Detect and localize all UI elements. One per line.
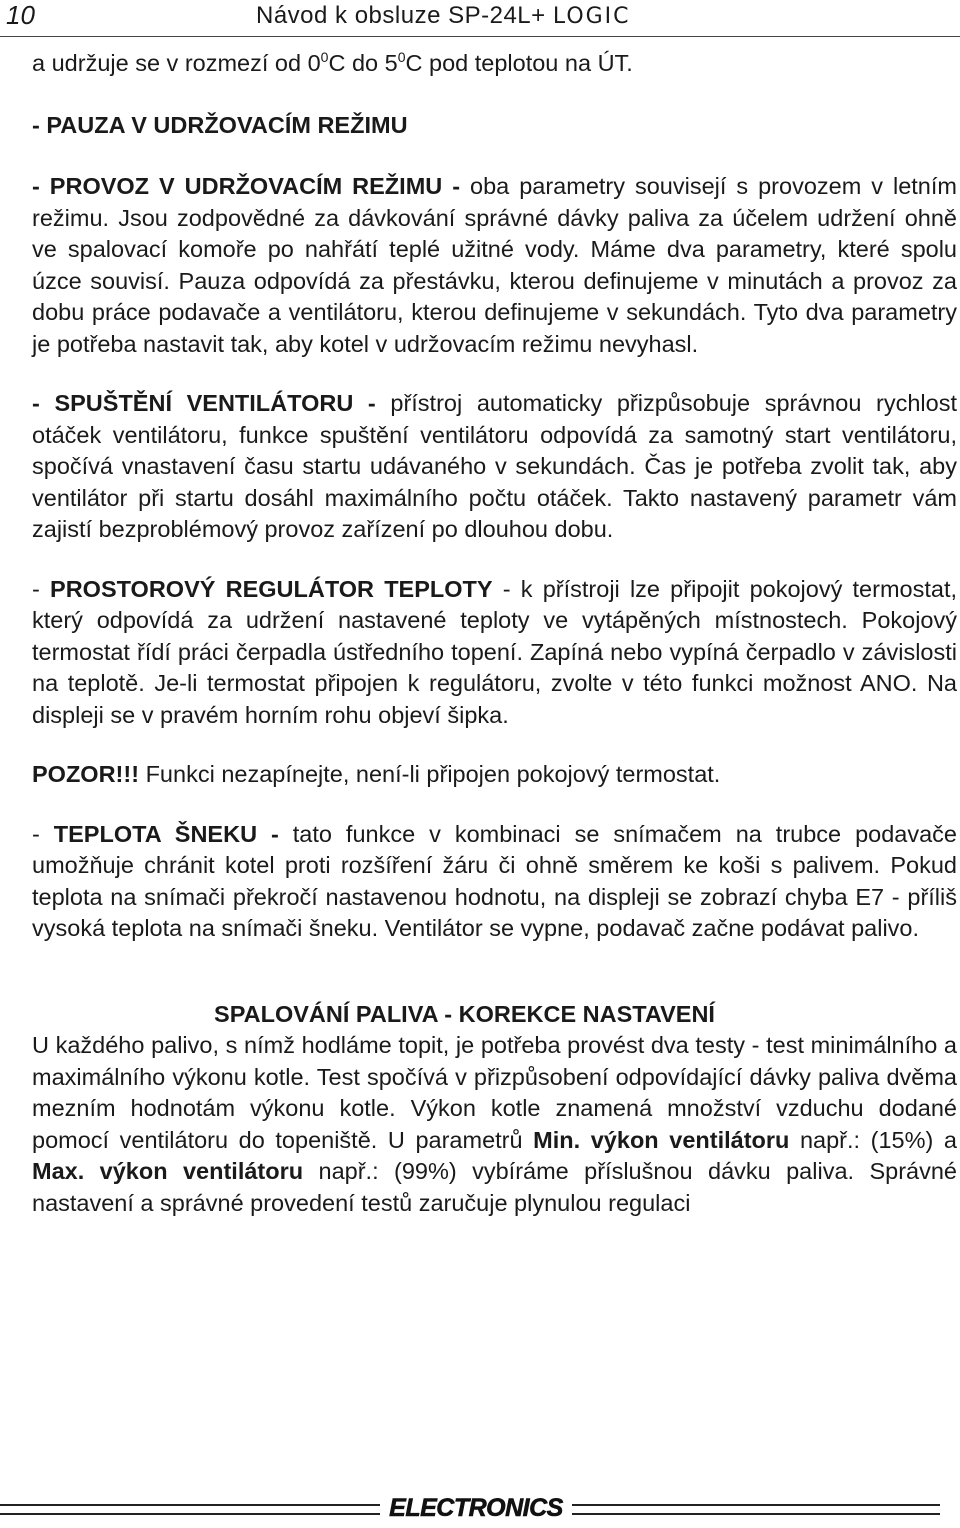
paragraph-spusteni: - SPUŠTĚNÍ VENTILÁTORU - přístroj automaticky přizpůsobuje správnou rychlost otáček ventilátoru, funkce spuštění ventilátoru odpovídá za samotný start ventilátoru, spočívá vnastavení času startu udávaného v sekundách. Čas je potřeba zvolit tak, aby ventilátor při startu dosáhl maximálního počtu otáček. Takto nastavený parametr vám zajistí bezproblémový provoz zařízení po dlouhou dobu. <box>32 390 957 542</box>
heading-pauza: - PAUZA V UDRŽOVACÍM REŽIMU <box>32 111 408 138</box>
paragraph-snek: - TEPLOTA ŠNEKU - tato funkce v kombinaci se snímačem na trubce podavače umožňuje chránit kotel proti rozšíření žáru či ohně směrem ke koši s palivem. Pokud teplota na snímači překročí nastavenou hodnotu, na displeji se zobrazí chyba E7 - příliš vysoká teplota na snímači šneku. Ventilátor se vypne, podavač začne podávat palivo. <box>32 820 957 941</box>
paragraph-regulator: - PROSTOROVÝ REGULÁTOR TEPLOTY - k přístroji lze připojit pokojový termostat, který odpovídá za udržení nastavené teploty ve vytápěných místnostech. Pokojový termostat řídí práci čerpadla ústředního topení. Zapíná nebo vypíná čerpadlo v závislosti na teplotě. Je-li termostat připojen k regulátoru, zvolte v této funkci možnost ANO. Na displeji se v pravém horním rohu objeví šipka. <box>32 575 958 728</box>
header-title-text: Návod k obsluze SP-24L+ <box>256 2 546 29</box>
logic-logo: LOGIC <box>552 4 631 29</box>
page-header-title <box>256 2 631 30</box>
page-number: 10 <box>6 0 35 30</box>
page-body <box>32 48 957 1219</box>
header-rule <box>0 36 960 37</box>
electronics-logo-text: ELECTRONICS <box>389 1494 563 1522</box>
footer-rule-right <box>572 1504 940 1515</box>
paragraph-spalovani: U každého palivo, s nímž hodláme topit, je potřeba provést dva testy - test minimálního a maximálního výkonu kotle. Test spočívá v přizpůsobení odpovídající dávky paliva dvěma mezním hodnotám výkonu kotle. Výkon kotle znamená množství vzduchu dodané pomocí ventilátoru do topeniště. U parametrů Min. výkon ventilátoru např.: (15%) a Max. výkon ventilátoru např.: (99%) vybíráme příslušnou dávku paliva. Správné nastavení a správné provedení testů zaručuje plynulou regulaci <box>32 1032 957 1216</box>
electronics-logo <box>386 1488 566 1526</box>
paragraph-intro: a udržuje se v rozmezí od $0^0C$ do $5^0C$ pod teplotou na ÚT. <box>32 49 633 76</box>
section-title: SPALOVÁNÍ PALIVA - KOREKCE NASTAVENÍ <box>214 1000 715 1027</box>
paragraph-provoz: - PROVOZ V UDRŽOVACÍM REŽIMU - oba parametry souvisejí s provozem v letním režimu. Jsou zodpovědné za dávkování správné dávky paliva za účelem udržení ohně ve spalovací komoře po nahřátí teplé užitné vody. Máme dva parametry, které spolu úzce souvisí. Pauza odpovídá za přestávku, kterou definujeme v minutách a provoz za dobu práce podavače a ventilátoru, kterou definujeme v sekundách. Tyto dva parametry je potřeba nastavit tak, aby kotel v udržovacím režimu nevyhasl. <box>32 173 957 357</box>
paragraph-pozor: POZOR!!! Funkci nezapínejte, není-li připojen pokojový termostat. <box>32 761 721 787</box>
footer-rule-left <box>0 1504 380 1515</box>
